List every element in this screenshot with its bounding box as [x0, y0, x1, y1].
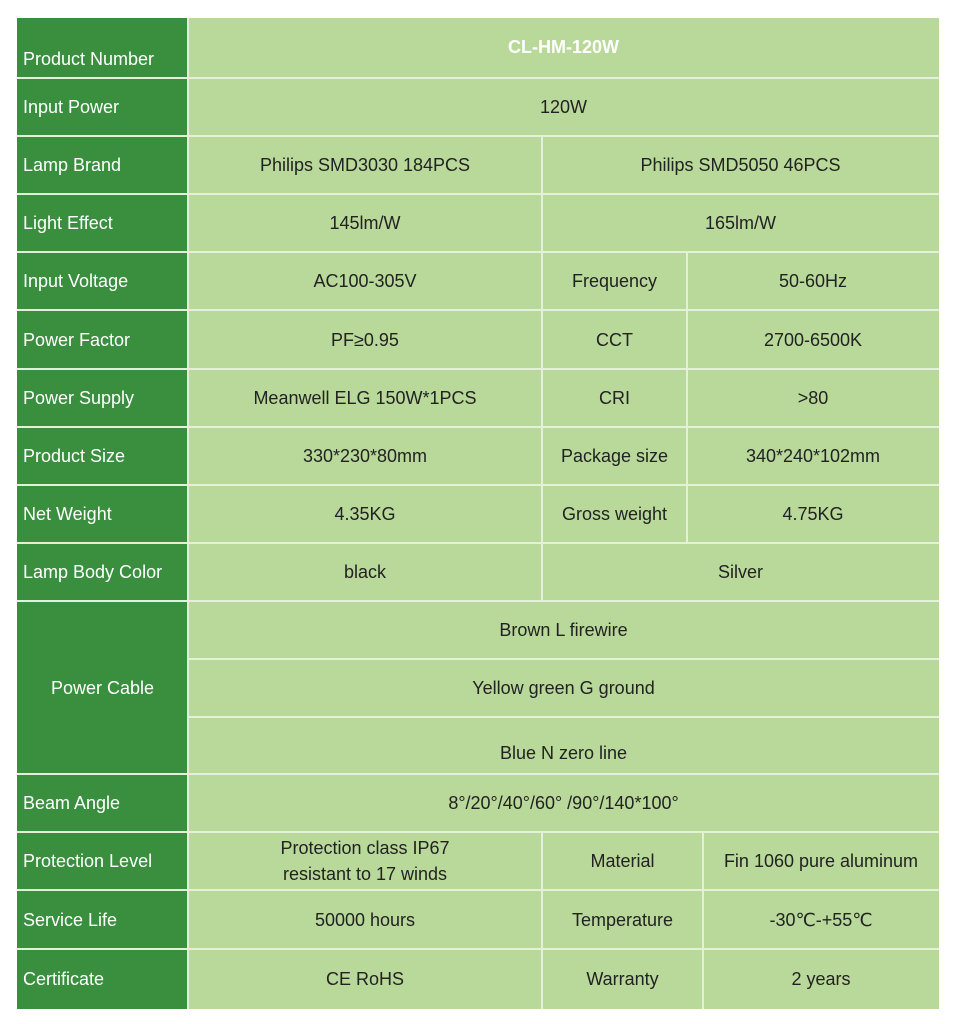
row-divider — [17, 831, 939, 833]
label-net-weight: Net Weight — [17, 485, 188, 543]
lamp-brand-value-b: Philips SMD5050 46PCS — [542, 136, 939, 194]
protection-level-line-1: Protection class IP67 — [280, 838, 450, 858]
label-lamp-body-color: Lamp Body Color — [17, 543, 188, 601]
frequency-value: 50-60Hz — [687, 252, 939, 310]
row-divider — [17, 948, 939, 950]
column-divider — [686, 252, 688, 543]
row-divider — [17, 773, 939, 775]
row-divider — [17, 368, 939, 370]
label-certificate: Certificate — [17, 949, 188, 1009]
label-temperature: Temperature — [542, 890, 703, 949]
light-effect-value-b: 165lm/W — [542, 194, 939, 252]
power-cable-line-1: Brown L firewire — [188, 601, 939, 659]
row-divider — [17, 251, 939, 253]
temperature-value: -30℃-+55℃ — [703, 890, 939, 949]
lamp-body-color-value-a: black — [188, 543, 542, 601]
spec-table — [17, 18, 939, 1009]
protection-level-line-2: resistant to 17 winds — [282, 864, 448, 884]
label-beam-angle: Beam Angle — [17, 774, 188, 832]
label-product-size: Product Size — [17, 427, 188, 485]
label-cri: CRI — [542, 369, 687, 427]
label-frequency: Frequency — [542, 252, 687, 310]
row-divider — [17, 309, 939, 311]
label-service-life: Service Life — [17, 890, 188, 949]
row-divider — [17, 600, 939, 602]
net-weight-value: 4.35KG — [188, 485, 542, 543]
label-input-power: Input Power — [17, 78, 188, 136]
row-divider — [17, 889, 939, 891]
label-light-effect: Light Effect — [17, 194, 188, 252]
label-cct: CCT — [542, 310, 687, 369]
lamp-brand-value-a: Philips SMD3030 184PCS — [188, 136, 542, 194]
column-divider — [541, 832, 543, 1009]
material-value: Fin 1060 pure aluminum — [703, 832, 939, 890]
row-divider — [188, 658, 939, 660]
row-divider — [188, 716, 939, 718]
label-power-factor: Power Factor — [17, 310, 188, 369]
column-divider — [702, 832, 704, 1009]
label-protection-level: Protection Level — [17, 832, 188, 890]
row-divider — [17, 135, 939, 137]
protection-level-value — [188, 832, 542, 890]
gross-weight-value: 4.75KG — [687, 485, 939, 543]
label-power-supply: Power Supply — [17, 369, 188, 427]
package-size-value: 340*240*102mm — [687, 427, 939, 485]
service-life-value: 50000 hours — [188, 890, 542, 949]
certificate-value: CE RoHS — [188, 949, 542, 1009]
column-divider — [541, 136, 543, 601]
row-divider — [17, 542, 939, 544]
label-material: Material — [542, 832, 703, 890]
power-factor-value: PF≥0.95 — [188, 310, 542, 369]
row-divider — [17, 426, 939, 428]
column-divider — [187, 18, 189, 1009]
lamp-body-color-value-b: Silver — [542, 543, 939, 601]
cct-value: 2700-6500K — [687, 310, 939, 369]
light-effect-value-a: 145lm/W — [188, 194, 542, 252]
label-lamp-brand: Lamp Brand — [17, 136, 188, 194]
cri-value: >80 — [687, 369, 939, 427]
label-warranty: Warranty — [542, 949, 703, 1009]
row-divider — [17, 77, 939, 79]
label-package-size: Package size — [542, 427, 687, 485]
label-input-voltage: Input Voltage — [17, 252, 188, 310]
beam-angle-value: 8°/20°/40°/60° /90°/140*100° — [188, 774, 939, 832]
product-size-value: 330*230*80mm — [188, 427, 542, 485]
label-power-cable: Power Cable — [17, 601, 188, 774]
row-divider — [17, 484, 939, 486]
row-divider — [17, 193, 939, 195]
input-power-value: 120W — [188, 78, 939, 136]
warranty-value: 2 years — [703, 949, 939, 1009]
label-product-number: Product Number — [17, 18, 188, 78]
input-voltage-value: AC100-305V — [188, 252, 542, 310]
product-number-value: CL-HM-120W — [188, 18, 939, 78]
label-gross-weight: Gross weight — [542, 485, 687, 543]
power-cable-line-3: Blue N zero line — [188, 717, 939, 774]
power-supply-value: Meanwell ELG 150W*1PCS — [188, 369, 542, 427]
power-cable-line-2: Yellow green G ground — [188, 659, 939, 717]
